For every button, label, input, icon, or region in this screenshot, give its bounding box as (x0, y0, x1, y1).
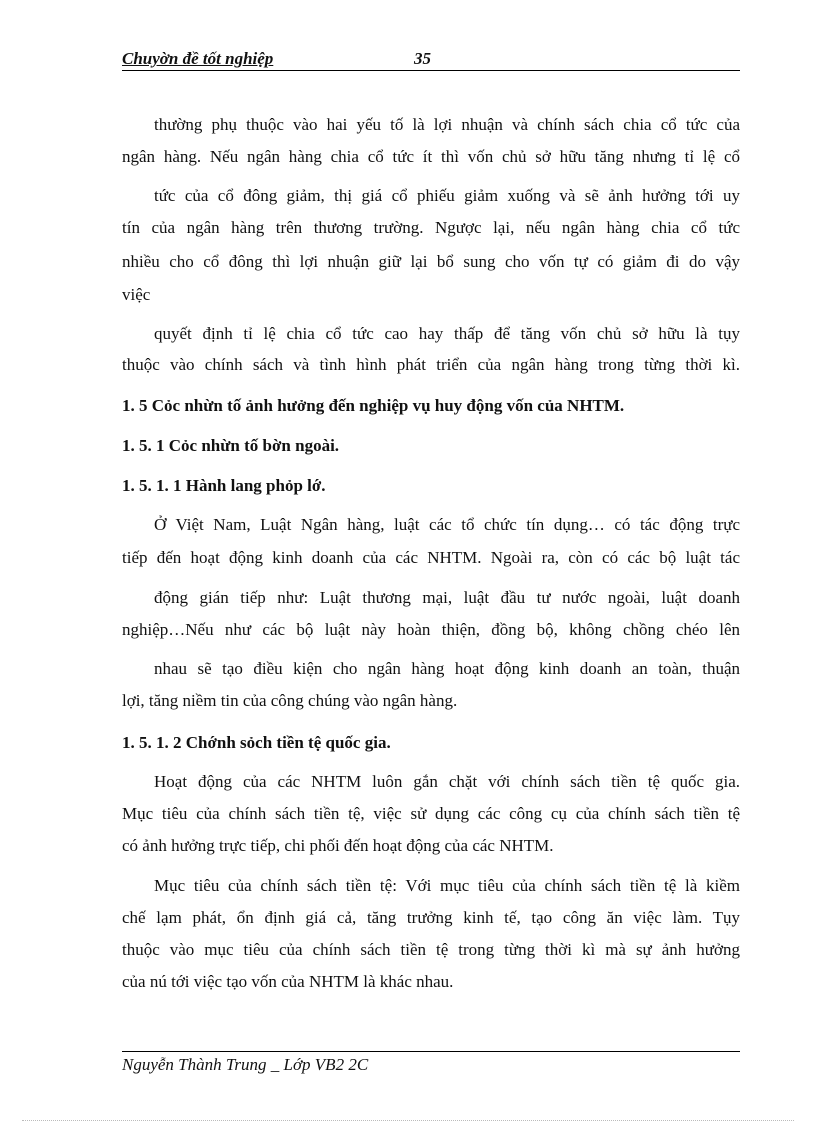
paragraph-line: tín của ngân hàng trên thương trường. Ngược lại, nếu ngân hàng chia cổ tức (122, 218, 740, 237)
paragraph-line: của nú tới việc tạo vốn của NHTM là khác nhau. (122, 972, 454, 991)
paragraph-line: có ảnh hưởng trực tiếp, chi phối đến hoạt động của các NHTM. (122, 836, 554, 855)
paragraph-line: Ở Việt Nam, Luật Ngân hàng, luật các tổ chức tín dụng… có tác động trực (154, 515, 740, 534)
paragraph-line: Mục tiêu của chính sách tiền tệ: Với mục tiêu của chính sách tiền tệ là kiềm (154, 876, 740, 895)
page-bottom-border (22, 1120, 794, 1121)
section-heading: 1. 5. 1. 2 Chớnh sỏch tiền tệ quốc gia. (122, 733, 391, 752)
section-heading: 1. 5 Cỏc nhừn tố ảnh hưởng đến nghiệp vụ huy động vốn của NHTM. (122, 396, 625, 415)
paragraph-line: động gián tiếp như: Luật thương mại, luật đầu tư nước ngoài, luật doanh (154, 588, 740, 607)
paragraph-line: Hoạt động của các NHTM luôn gắn chặt với chính sách tiền tệ quốc gia. (154, 772, 740, 791)
section-heading: 1. 5. 1 Cỏc nhừn tố bờn ngoài. (122, 436, 340, 455)
paragraph-line: nhau sẽ tạo điều kiện cho ngân hàng hoạt động kinh doanh an toàn, thuận (154, 659, 740, 678)
section-heading: 1. 5. 1. 1 Hành lang phỏp lớ. (122, 476, 326, 495)
paragraph-line: quyết định tỉ lệ chia cổ tức cao hay thấp để tăng vốn chủ sở hữu là tụy (154, 324, 740, 343)
footer-divider (122, 1051, 740, 1052)
paragraph-line: việc (122, 285, 151, 304)
page-number: 35 (414, 49, 431, 68)
paragraph-line: thuộc vào mục tiêu của chính sách tiền tệ trong từng thời kì mà sự ảnh hưởng (122, 940, 740, 959)
paragraph-line: thường phụ thuộc vào hai yếu tố là lợi nhuận và chính sách chia cổ tức của (154, 115, 740, 134)
paragraph-line: nhiều cho cổ đông thì lợi nhuận giữ lại bổ sung cho vốn tự có giảm đi do vậy (122, 252, 740, 271)
paragraph-line: tức của cổ đông giảm, thị giá cổ phiếu giảm xuống và sẽ ảnh hưởng tới uy (154, 186, 740, 205)
paragraph-line: tiếp đến hoạt động kinh doanh của các NHTM. Ngoài ra, còn có các bộ luật tác (122, 548, 740, 567)
paragraph-line: thuộc vào chính sách và tình hình phát triển của ngân hàng trong từng thời kì. (122, 355, 740, 374)
paragraph-line: lợi, tăng niềm tin của công chúng vào ngân hàng. (122, 691, 458, 710)
paragraph-line: nghiệp…Nếu như các bộ luật này hoàn thiện, đồng bộ, không chồng chéo lên (122, 620, 740, 639)
page-header (122, 48, 740, 71)
paragraph-line: chế lạm phát, ổn định giá cả, tăng trưởng kinh tế, tạo công ăn việc làm. Tụy (122, 908, 740, 927)
paragraph-line: Mục tiêu của chính sách tiền tệ, việc sử dụng các công cụ của chính sách tiền tệ (122, 804, 740, 823)
page-footer: Nguyễn Thành Trung _ Lớp VB2 2C (122, 1055, 369, 1074)
paragraph-line: ngân hàng. Nếu ngân hàng chia cổ tức ít thì vốn chủ sở hữu tăng nhưng tỉ lệ cổ (122, 147, 740, 166)
document-title: Chuyờn đề tốt nghiệp (122, 49, 274, 68)
